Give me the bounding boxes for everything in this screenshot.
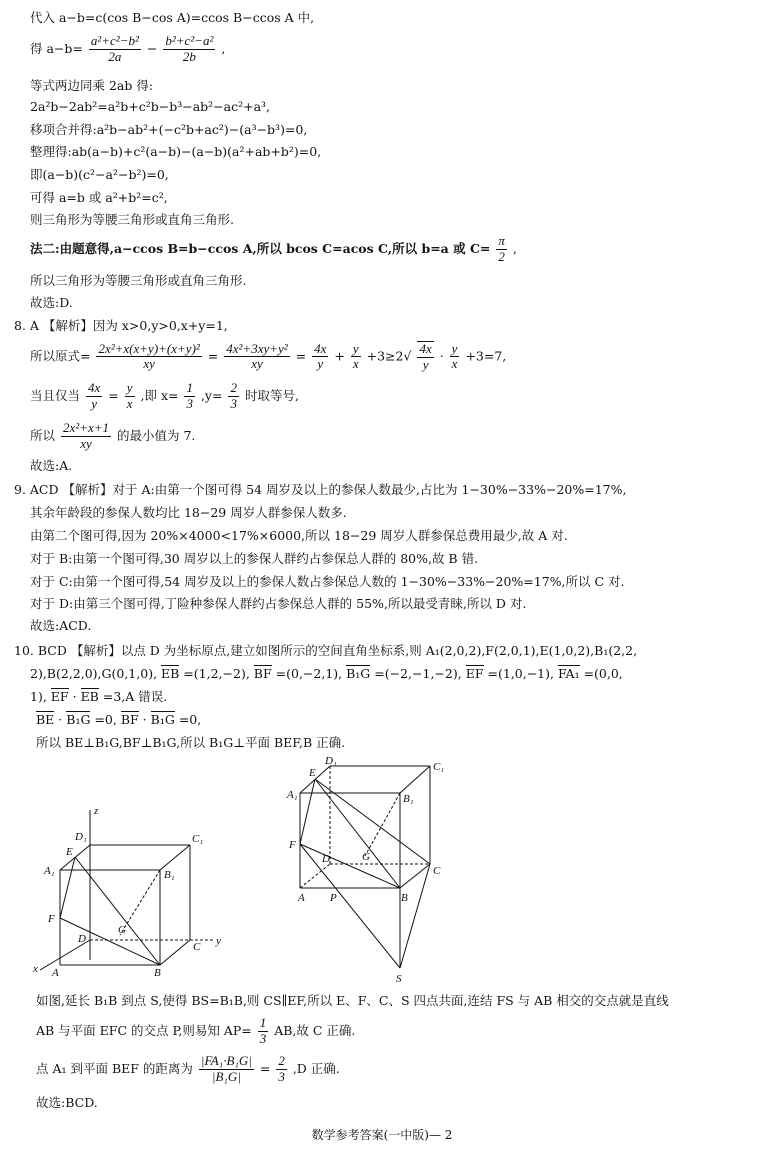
text: 所以 [30,427,56,443]
text-line: 对于 D:由第三个图可得,丁险种参保人群约占参保总人群的 55%,所以最受青睐,所以 D 对. [30,596,527,611]
text: 当且仅当 [30,387,81,403]
text-line: 对于 B:由第一个图可得,30 周岁以上的参保人群约占参保总人群的 80%,故 B 错. [30,551,479,566]
denominator: x [126,395,133,411]
text: 点 A₁ 到平面 BEF 的距离为 [36,1060,193,1076]
text-line: 故选:BCD. [36,1095,98,1110]
point-label: S [396,973,402,985]
point-label: A₁ [287,789,298,801]
fraction [61,421,111,452]
equation-line [30,381,299,412]
point-label: C [193,941,201,953]
fraction [224,342,289,373]
text-line: 所以三角形为等腰三角形或直角三角形. [30,273,247,288]
operator: = [295,348,307,364]
point-label: G [362,851,370,863]
text: =0, [94,712,117,727]
equation-line [30,668,623,681]
text: 法二:由题意得,a−ccos B=b−ccos A,所以 bcos C=acos C,所以 b=a 或 C= [30,240,491,256]
vector: BE [36,712,55,727]
fraction [417,341,433,373]
text-line: 故选:ACD. [30,618,92,633]
fraction [199,1054,254,1085]
text: 时取等号, [244,387,299,403]
point-label: B [154,967,161,979]
numerator: |FA₁·B₁G| [200,1053,252,1068]
text: =(1,0,−1), [487,666,554,681]
text: 所以原式= [30,348,91,364]
numerator: 2x²+x+1 [63,420,109,435]
point-label: B [401,892,408,904]
equation-line [30,691,167,704]
vector: BF [120,712,139,727]
text-line: 等式两边同乘 2ab 得: [30,78,154,93]
text-line: 可得 a=b 或 a²+b²=c², [30,190,168,205]
text-line: 由第二个图可得,因为 20%×4000<17%×6000,所以 18−29 周岁人群参保总费用最少,故 A 对. [30,528,568,543]
text-line: 对于 C:由第一个图可得,54 周岁及以上的参保人数占参保总人数的 1−30%−33%−20%=17%,所以 C 对. [30,574,625,589]
fraction [276,1054,287,1085]
equation-line [36,1054,340,1085]
numerator: 2x²+x(x+y)+(x+y)² [98,340,200,356]
equation-line [36,1016,355,1047]
cube-figure-1 [30,800,230,985]
denominator: 3 [230,395,237,411]
fraction [125,381,135,412]
numerator: 4x²+3xy+y² [226,340,288,356]
vector: EF [50,689,69,704]
text-line: 2a²b−2ab²=a²b+c²b−b³−ab²−ac²+a³, [30,99,271,114]
text-line: 故选:D. [30,295,73,310]
fraction [89,34,141,65]
text: 1), [30,689,47,704]
fraction [312,342,328,373]
fraction [496,234,507,265]
vector: B₁G [346,666,371,681]
point-label: A [52,967,59,979]
numerator: π [498,233,505,248]
point-label: C₁ [433,761,445,773]
text: ,即 x= [140,387,179,403]
point-label: D₁ [325,756,337,767]
numerator: a²+c²−b² [90,33,139,48]
fraction [86,381,102,412]
equation-line [30,341,506,373]
text-line: 其余年龄段的参保人数均比 18−29 周岁人群参保人数多. [30,505,347,520]
text-line: 整理得:ab(a−b)+c²(a−b)−(a−b)(a²+ab+b²)=0, [30,144,322,159]
text-line: 则三角形为等腰三角形或直角三角形. [30,212,234,227]
numerator: 4x [88,380,101,395]
denominator: 2b [182,48,196,64]
question-header: 8. A 【解析】因为 x>0,y>0,x+y=1, [14,318,228,333]
denominator: 3 [278,1068,285,1084]
fraction [351,342,361,373]
numerator: y [126,380,133,395]
text: , [221,40,226,56]
text-line: 故选:A. [30,458,73,473]
denominator: xy [80,435,92,451]
page-footer: 数学参考答案(一中版)— 2 [311,1128,453,1142]
text: =0, [178,712,202,727]
text: , [512,240,517,256]
text: ,y= [200,387,223,403]
text-line: 如图,延长 B₁B 到点 S,使得 BS=B₁B,则 CS∥EF,所以 E、F、C、S 四点共面,连结 FS 与 AB 相交的交点就是直线 [36,993,669,1008]
denominator: x [451,356,458,372]
equation-line [30,234,517,265]
vector: B₁G [150,712,175,727]
point-label: D [78,933,86,945]
point-label: F [289,839,296,851]
fraction [450,342,460,373]
text: =(0,0, [583,666,623,681]
numerator: y [352,340,359,356]
operator: = [108,387,119,403]
equation-line [30,421,195,452]
point-label: D [322,853,330,865]
numerator: 1 [186,380,193,395]
denominator: |B₁G| [211,1068,241,1084]
denominator: 3 [259,1030,267,1046]
vector: B₁G [66,712,91,727]
operator: = [259,1060,271,1076]
fraction [184,381,195,412]
operator: − [146,40,158,56]
operator: · [72,689,77,704]
denominator: xy [251,356,263,372]
vector: EF [465,666,484,681]
numerator: 2 [278,1053,285,1068]
denominator: y [422,356,429,372]
numerator: 1 [259,1015,267,1030]
text: =(0,−2,1), [275,666,343,681]
point-label: E [309,767,316,779]
point-label: C₁ [192,833,204,845]
numerator: y [451,340,458,356]
denominator: x [352,356,359,372]
text-line: 移项合并得:a²b−ab²+(−c²b+ac²)−(a³−b³)=0, [30,122,308,137]
operator: · [58,712,63,727]
point-label: C [433,865,441,877]
vector: EB [161,666,180,681]
numerator: 4x [419,341,432,356]
denominator: y [91,395,98,411]
numerator: 2 [230,380,237,395]
text: =(1,2,−2), [183,666,250,681]
point-label: D₁ [75,831,87,843]
point-label: A₁ [44,865,55,877]
axis-label-y: y [216,935,221,947]
denominator: 3 [186,395,193,411]
denominator: y [317,356,324,372]
text-line: 即(a−b)(c²−a²−b²)=0, [30,167,169,182]
equation-line [36,714,201,727]
text: AB,故 C 正确. [274,1022,356,1038]
point-label: A [298,892,305,904]
text-line: 所以 BE⊥B₁G,BF⊥B₁G,所以 B₁G⊥平面 BEF,B 正确. [36,735,346,750]
operator: · [439,348,444,364]
fraction [228,381,239,412]
operator: · [142,712,147,727]
numerator: 4x [314,340,327,356]
vector: EB [80,689,99,704]
denominator: xy [143,356,155,372]
point-label: P [330,892,337,904]
text: +3=7, [465,348,507,364]
text: +3≥2√ [366,348,412,364]
denominator: 2a [108,48,122,64]
point-label: B₁ [164,869,175,881]
axis-label-z: z [94,805,99,817]
text: 得 a−b= [30,40,83,56]
question-header: 9. ACD 【解析】对于 A:由第一个图可得 54 周岁及以上的参保人数最少,占比为 1−30%−33%−20%=17%, [14,482,627,497]
point-label: E [66,846,73,858]
axis-label-x: x [33,963,38,975]
fraction [258,1016,269,1047]
point-label: F [48,913,55,925]
equation-line [30,34,225,65]
denominator: 2 [498,248,505,264]
fraction [163,34,215,65]
operator: + [334,348,345,364]
text: 2),B(2,2,0),G(0,1,0), [30,666,158,681]
text: AB 与平面 EFC 的交点 P,则易知 AP= [36,1022,252,1038]
text: ,D 正确. [292,1060,340,1076]
text: =3,A 错误. [102,689,168,704]
text: =(−2,−1,−2), [374,666,462,681]
text-line: 代入 a−b=c(cos B−cos A)=ccos B−ccos A 中, [30,10,315,25]
cube-figure-2 [285,756,460,986]
point-label: B₁ [403,793,414,805]
fraction [96,342,201,373]
numerator: b²+c²−a² [165,33,214,48]
vector: FA₁ [557,666,580,681]
question-header: 10. BCD 【解析】以点 D 为坐标原点,建立如图所示的空间直角坐标系,则 A₁(2,0,2),F(2,0,1),E(1,0,2),B₁(2,2, [14,643,638,658]
vector: BF [253,666,272,681]
text: 的最小值为 7. [116,427,196,443]
point-label: G [118,924,126,936]
operator: = [207,348,219,364]
